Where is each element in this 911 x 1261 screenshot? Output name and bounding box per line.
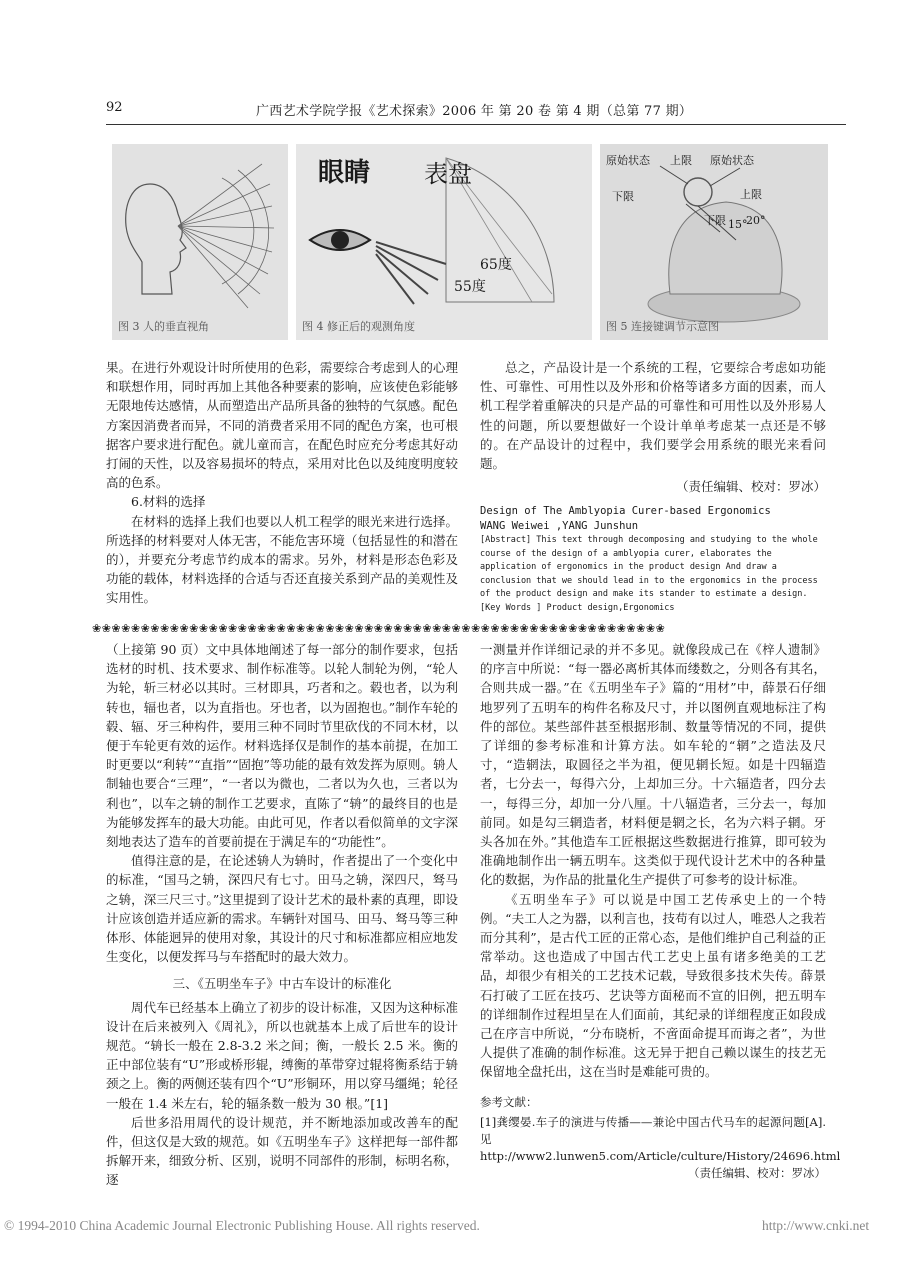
figure-4 — [296, 144, 592, 340]
dial-label: 表盘 — [424, 160, 472, 188]
lower-left-column — [106, 640, 458, 1190]
paragraph-summary: 总之，产品设计是一个系统的工程，它要综合考虑如功能性、可靠性、可用性以及外形和价格等诸多方面的因素，而人机工程学着重解决的只是产品的可靠性和可用性以及外形易人性的问题，所以要想做好一个设计单单考虑某一点还是不够的。在产品设计的过程中，我们要学会用系统的眼光来看问题。 — [480, 360, 826, 472]
section-heading-material: 6.材料的选择 — [131, 494, 206, 510]
fig5-label-lower-2: 下限 — [704, 214, 726, 227]
upper-left-column — [106, 358, 458, 608]
section-heading-standardization: 三、《五明坐车子》中古车设计的标准化 — [172, 976, 392, 992]
fig5-label-20deg: 20° — [746, 214, 766, 227]
angle-55-label: 55度 — [454, 279, 486, 295]
figure-strip — [112, 144, 828, 340]
references-heading: 参考文献： — [480, 1094, 538, 1109]
fig5-label-origin-2: 原始状态 — [710, 154, 754, 167]
connector-adjustment-illustration — [600, 144, 828, 340]
vertical-view-angle-illustration — [112, 144, 288, 340]
running-header — [106, 96, 846, 118]
page-number: 92 — [106, 100, 123, 115]
english-authors: WANG Weiwei ,YANG Junshun — [480, 520, 639, 533]
fig5-label-upper-2: 上限 — [740, 188, 762, 201]
header-rule — [106, 124, 846, 125]
fig5-label-origin-1: 原始状态 — [606, 154, 650, 167]
figure-5-caption: 图 5 连接键调节示意图 — [606, 320, 719, 333]
cnki-link[interactable]: http://www.cnki.net — [762, 1218, 870, 1233]
paragraph-zhou-standard: 周代车已经基本上确立了初步的设计标准，又因为这种标准设计在后来被列入《周礼》，所以也就基本上成了后世车的设计规范。“辀长一般在 2.8-3.2 米之间；衡，一般长 2.5 米。衡的正中部位装有“U”形或桥形辊，缚衡的革带穿过辊将衡系结于辀颈之上。衡的两侧还装有四个“U”形铜环，用以穿马缰绳；轮径一般在 1.4 米左右，轮的辐条数一般为 30 根。”[1] — [106, 999, 458, 1111]
paragraph-material: 在材料的选择上我们也要以人机工程学的眼光来进行选择。所选择的材料要对人体无害，不能危害环境（包括显性的和潜在的），并要充分考虑节约成本的需求。另外，材料是形态色彩及功能的载体，材料选择的合适与否还直接关系到产品的美观性及实用性。 — [106, 513, 458, 606]
section-divider: ❀❀❀❀❀❀❀❀❀❀❀❀❀❀❀❀❀❀❀❀❀❀❀❀❀❀❀❀❀❀❀❀❀❀❀❀❀❀❀❀❀❀❀❀❀❀❀❀❀❀❀❀❀❀❀❀❀❀❀ — [92, 622, 666, 635]
english-title: Design of The Amblyopia Curer-based Ergonomics — [480, 505, 771, 518]
editor-note: （责任编辑、校对：罗冰） — [675, 479, 826, 495]
english-keywords: [Key Words ] Product design,Ergonomics — [480, 602, 675, 613]
references — [480, 1094, 841, 1182]
paragraph-changing-standard: 值得注意的是，在论述辀人为辀时，作者提出了一个变化中的标准，“国马之辀，深四尺有七寸。田马之辀，深四尺，驽马之辀，深三尺三寸。”这里提到了设计艺术的最朴素的真理，即设计应该创造并适应新的需求。车辆针对国马、田马、驽马等三种体形、体能迥异的使用对象，其设计的尺寸和标准都应相应地发生变化，以便发挥马与车搭配时的最大效力。 — [106, 853, 458, 965]
figure-3-caption: 图 3 人的垂直视角 — [118, 320, 209, 333]
fig5-label-15deg: 15° — [728, 218, 748, 231]
upper-right-column — [480, 358, 826, 615]
angle-65-label: 65度 — [480, 257, 512, 273]
eye-label: 眼睛 — [318, 158, 371, 188]
journal-title: 广西艺术学院学报《艺术探索》2006 年 第 20 卷 第 4 期（总第 77 期） — [256, 104, 693, 119]
paragraph-color: 果。在进行外观设计时所使用的色彩，需要综合考虑到人的心理和联想作用，同时再加上其他各种要素的影响，应该使色彩能够无限地传达感情，从而塑造出产品所具备的独特的气氛感。配色方案因消费者而异，不同的消费者采用不同的配色方案，也可根据客户要求进行配色。就儿童而言，在配色时应充分考虑其好动打闹的天性，以及容易损坏的特点，采用对比色以及纯度明度较高的色系。 — [106, 360, 458, 491]
paragraph-later-generations: 后世多沿用周代的设计规范，并不断地添加或改善车的配件，但这仅是大致的规范。如《五明坐车子》这样把每一部件都拆解开来，细致分析、区别，说明不同部件的形制，标明名称，逐 — [106, 1114, 458, 1188]
copyright-notice: © 1994-2010 China Academic Journal Electronic Publishing House. All rights reserved. — [4, 1218, 480, 1233]
fig5-label-upper-1: 上限 — [670, 154, 692, 167]
english-abstract: [Abstract] This text through decomposing and studying to the whole course of the design of a amblyopia curer, elaborates the application of ergonomics in the product design And draw a conclusion that we should lead in to the ergonomics in the process of the product design and make its stander to estimate a design. — [480, 535, 818, 600]
paragraph-special-case: 《五明坐车子》可以说是中国工艺传承史上的一个特例。“夫工人之为器，以利言也，技苟有以过人，唯恐人之我若而分其利”，是古代工匠的正常心态，是他们维护自己利益的正常举动。这也造成了中国古代工艺史上虽有诸多绝美的工艺品，却很少有相关的工艺技术记载，导致很多技术失传。薛景石打破了工匠在技巧、艺诀等方面秘而不宣的旧例，把五明车的详细制作过程坦呈在人们面前，其纪录的详细程度正如段成己在序言中所说，“分布晓析，不啻面命提耳而诲之者”，为世人提供了准确的制作标准。这无异于把自己赖以谋生的技艺无保留地全盘托出，这在当时是难能可贵的。 — [480, 891, 826, 1080]
figure-3 — [112, 144, 288, 340]
paragraph-measurement: 一测量并作详细记录的并不多见。就像段成己在《梓人遗制》的序言中所说：“每一器必离析其体而缕数之，分则各有其名，合则共成一器。”在《五明坐车子》篇的“用材”中，薛景石仔细地罗列了五明车的构件名称及尺寸，并以图例直观地标注了构件的部位。某些部件甚至根据形制、数量等情况的不同，提供了详细的参考标准和计算方法。如车轮的“辋”之造法及尺寸，“造辋法，取圆径之半为祖，便见辋长短。如是十四辐造者，七分去一，每得六分，上却加三分。十六辐造者，四分去一，每得三分，却加一分八厘。十八辐造者，三分去一，每加前同。如是勾三辋造者，材料便是辋之长，名为六料子辋。牙头各加在外。”其他造车工匠根据这些数据进行推算，即可较为准确地制作出一辆五明车。这类似于现代设计艺术中的各种量化的数据，为作品的批量化生产提供了可参考的设计标准。 — [480, 642, 826, 888]
fig5-label-lower-1: 下限 — [612, 190, 634, 203]
paragraph-wheelwright: （上接第 90 页）文中具体地阐述了每一部分的制作要求，包括选材的时机、技术要求、制作标准等。以轮人制轮为例，“轮人为轮，斩三材必以其时。三材即具，巧者和之。毂也者，以为利转也，辐也者，以为直指也。牙也者，以为固抱也。”制作车轮的毂、辐、牙三种构件，要用三种不同时节里砍伐的不同木材，以便于车轮更有效的运作。材料选择仅是制作的基本前提，在加工时更要以“利转”“直指”“固抱”等功能的最有效发挥为原则。辀人制轴也要合“三理”，“一者以为微也，二者以为久也，三者以为利也”，以车之辀的制作工艺要求，直陈了“辀”的最终目的也是为能够发挥车的最大功能。由此可见，作者以看似简单的文字深刻地表达了造车的首要前提在于满足车的“功能性”。 — [106, 642, 458, 850]
reference-item: [1]龚缨晏.车子的演进与传播——兼论中国古代马车的起源问题[A].见 http://www2.lunwen5.com/Article/culture/History/24696.html — [480, 1114, 841, 1163]
references-editor-note: （责任编辑、校对：罗冰） — [688, 1165, 826, 1180]
figure-5 — [600, 144, 828, 340]
figure-4-caption: 图 4 修正后的观测角度 — [302, 320, 415, 333]
lower-right-column — [480, 640, 841, 1182]
